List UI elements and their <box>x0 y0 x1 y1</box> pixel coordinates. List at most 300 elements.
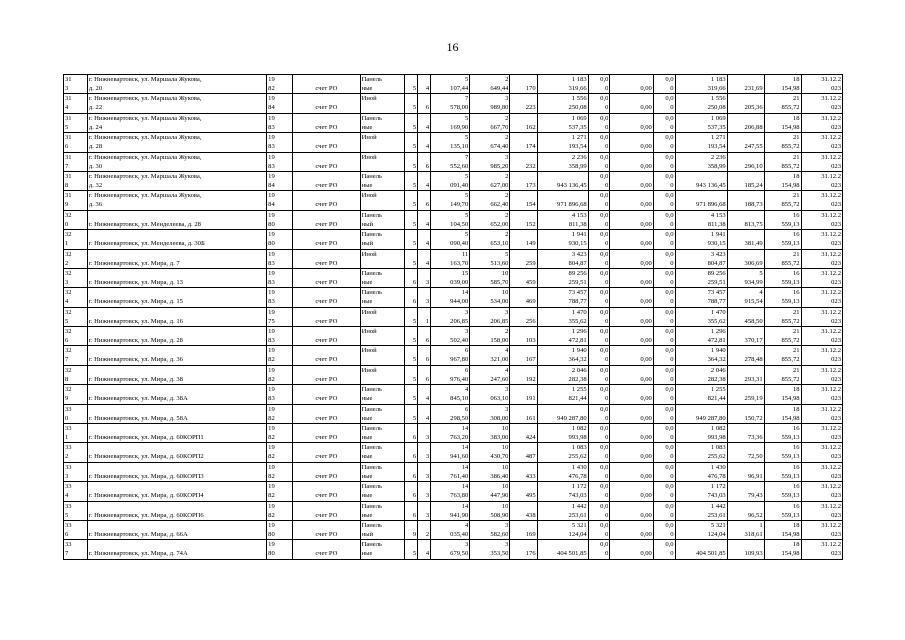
date-cell: 31.12.2 023 <box>801 75 842 94</box>
num-cell: 32 5 <box>64 307 88 326</box>
residents-cell: 223 <box>510 94 537 113</box>
zero2-cell: 0,0 0 <box>653 171 675 190</box>
empty-cost-cell: 0,00 <box>610 501 653 520</box>
total-cell: 943 136,45 <box>675 171 727 190</box>
cost-cell: 73 457 788,77 <box>537 288 588 307</box>
fund-cell: счет РО <box>293 424 360 443</box>
address-cell: г. Нижневартовск, ул. Мира, д. 15 <box>87 288 266 307</box>
living-area-cell: 2 662,40 <box>470 191 510 210</box>
entrances-cell: 3 <box>418 288 431 307</box>
material-cell: Панель ные <box>360 75 405 94</box>
unit-cost-cell: 185,24 <box>727 171 764 190</box>
table-row <box>64 75 843 94</box>
floors-cell: 5 <box>405 404 418 423</box>
residents-cell: 232 <box>510 152 537 171</box>
limit-cell: 16 559,13 <box>764 443 801 462</box>
total-cell: 1 172 743,03 <box>675 482 727 501</box>
address-cell: г. Нижневартовск, ул. Маршала Жукова, д. 22 <box>87 94 266 113</box>
fund-cell: счет РО <box>293 191 360 210</box>
area-cell: 5 104,50 <box>431 210 470 229</box>
floors-cell: 6 <box>405 288 418 307</box>
empty-cost-cell: 0,00 <box>610 385 653 404</box>
cost-cell: 1 442 253,61 <box>537 501 588 520</box>
zero-cell: 0,0 0 <box>588 540 610 559</box>
year-cell: 19 83 <box>267 268 293 287</box>
unit-cost-cell: 370,17 <box>727 327 764 346</box>
entrances-cell: 1 <box>418 307 431 326</box>
limit-cell: 21 855,72 <box>764 152 801 171</box>
material-cell: Панель ные <box>360 404 405 423</box>
year-cell: 19 82 <box>267 75 293 94</box>
zero2-cell: 0,0 0 <box>653 327 675 346</box>
empty-cost-cell: 0,00 <box>610 327 653 346</box>
cost-cell: 1 271 193,54 <box>537 133 588 152</box>
table-row <box>64 191 843 210</box>
zero2-cell: 0,0 0 <box>653 113 675 132</box>
material-cell: Иной <box>360 307 405 326</box>
empty-cost-cell: 0,00 <box>610 404 653 423</box>
num-cell: 32 0 <box>64 210 88 229</box>
table-row <box>64 346 843 365</box>
area-cell: 3 502,40 <box>431 327 470 346</box>
address-cell: г. Нижневартовск, ул. Маршала Жукова, д. 30 <box>87 152 266 171</box>
floors-cell: 5 <box>405 133 418 152</box>
fund-cell: счет РО <box>293 75 360 94</box>
cost-cell: 2 236 358,99 <box>537 152 588 171</box>
year-cell: 19 80 <box>267 540 293 559</box>
living-area-cell: 10 585,70 <box>470 268 510 287</box>
address-cell: г. Нижневартовск, ул. Мира, д. 60КОРП1 <box>87 424 266 443</box>
year-cell: 19 82 <box>267 501 293 520</box>
year-cell: 19 80 <box>267 210 293 229</box>
total-cell: 2 046 282,38 <box>675 365 727 384</box>
num-cell: 32 6 <box>64 327 88 346</box>
fund-cell: счет РО <box>293 327 360 346</box>
floors-cell: 6 <box>405 482 418 501</box>
limit-cell: 21 855,72 <box>764 307 801 326</box>
cost-cell: 2 046 282,38 <box>537 365 588 384</box>
unit-cost-cell: 231,69 <box>727 75 764 94</box>
zero-cell: 0,0 0 <box>588 404 610 423</box>
fund-cell: счет РО <box>293 171 360 190</box>
limit-cell: 18 154,98 <box>764 404 801 423</box>
total-cell: 1 083 255,62 <box>675 443 727 462</box>
material-cell: Панель ный <box>360 210 405 229</box>
area-cell: 6 298,50 <box>431 404 470 423</box>
residents-cell: 149 <box>510 230 537 249</box>
empty-cost-cell: 0,00 <box>610 482 653 501</box>
living-area-cell: 2 653,10 <box>470 230 510 249</box>
total-cell: 971 896,68 <box>675 191 727 210</box>
year-cell: 19 83 <box>267 385 293 404</box>
address-cell: г. Нижневартовск, ул. Маршала Жукова, д. 20 <box>87 75 266 94</box>
address-cell: г. Нижневартовск, ул. Мира, д. 38 <box>87 365 266 384</box>
num-cell: 31 8 <box>64 171 88 190</box>
unit-cost-cell: 150,72 <box>727 404 764 423</box>
living-area-cell: 3 308,00 <box>470 404 510 423</box>
total-cell: 1 271 193,54 <box>675 133 727 152</box>
table-row <box>64 268 843 287</box>
zero2-cell: 0,0 0 <box>653 307 675 326</box>
table-row <box>64 424 843 443</box>
zero-cell: 0,0 0 <box>588 191 610 210</box>
residents-cell: 459 <box>510 268 537 287</box>
zero-cell: 0,0 0 <box>588 133 610 152</box>
entrances-cell: 4 <box>418 113 431 132</box>
entrances-cell: 4 <box>418 385 431 404</box>
empty-cost-cell: 0,00 <box>610 520 653 539</box>
limit-cell: 21 855,72 <box>764 346 801 365</box>
year-cell: 19 83 <box>267 327 293 346</box>
zero-cell: 0,0 0 <box>588 346 610 365</box>
area-cell: 5 169,90 <box>431 113 470 132</box>
address-cell: г. Нижневартовск, ул. Мира, д. 60КОРП3 <box>87 462 266 481</box>
area-cell: 5 091,40 <box>431 171 470 190</box>
living-area-cell: 10 508,90 <box>470 501 510 520</box>
total-cell: 89 256 259,51 <box>675 268 727 287</box>
floors-cell: 6 <box>405 424 418 443</box>
zero2-cell: 0,0 0 <box>653 385 675 404</box>
entrances-cell: 6 <box>418 191 431 210</box>
unit-cost-cell: 247,55 <box>727 133 764 152</box>
total-cell: 1 183 319,66 <box>675 75 727 94</box>
year-cell: 19 84 <box>267 94 293 113</box>
date-cell: 31.12.2 023 <box>801 288 842 307</box>
num-cell: 32 9 <box>64 385 88 404</box>
total-cell: 1 430 476,78 <box>675 462 727 481</box>
living-area-cell: 5 513,60 <box>470 249 510 268</box>
fund-cell: счет РО <box>293 249 360 268</box>
fund-cell: счет РО <box>293 482 360 501</box>
address-cell: г. Нижневартовск, ул. Мира, д. 66А <box>87 520 266 539</box>
total-cell: 1 255 821,44 <box>675 385 727 404</box>
unit-cost-cell: 458,50 <box>727 307 764 326</box>
table-row <box>64 501 843 520</box>
zero2-cell: 0,0 0 <box>653 540 675 559</box>
floors-cell: 5 <box>405 75 418 94</box>
fund-cell: счет РО <box>293 443 360 462</box>
empty-cost-cell: 0,00 <box>610 171 653 190</box>
table-row <box>64 152 843 171</box>
unit-cost-cell: 296,10 <box>727 152 764 171</box>
limit-cell: 18 154,98 <box>764 385 801 404</box>
fund-cell: счет РО <box>293 210 360 229</box>
unit-cost-cell: 381,49 <box>727 230 764 249</box>
entrances-cell: 4 <box>418 210 431 229</box>
date-cell: 31.12.2 023 <box>801 385 842 404</box>
date-cell: 31.12.2 023 <box>801 268 842 287</box>
num-cell: 32 7 <box>64 346 88 365</box>
entrances-cell: 6 <box>418 152 431 171</box>
unit-cost-cell: 205,36 <box>727 94 764 113</box>
num-cell: 33 3 <box>64 462 88 481</box>
fund-cell: счет РО <box>293 462 360 481</box>
unit-cost-cell: 278,48 <box>727 346 764 365</box>
zero-cell: 0,0 0 <box>588 171 610 190</box>
limit-cell: 16 559,13 <box>764 482 801 501</box>
entrances-cell: 2 <box>418 520 431 539</box>
floors-cell: 5 <box>405 230 418 249</box>
table-row <box>64 210 843 229</box>
unit-cost-cell: 259,19 <box>727 385 764 404</box>
material-cell: Иной <box>360 94 405 113</box>
date-cell: 31.12.2 023 <box>801 210 842 229</box>
year-cell: 19 83 <box>267 288 293 307</box>
year-cell: 19 82 <box>267 424 293 443</box>
year-cell: 19 82 <box>267 482 293 501</box>
fund-cell: счет РО <box>293 133 360 152</box>
empty-cost-cell: 0,00 <box>610 462 653 481</box>
table-row <box>64 171 843 190</box>
area-cell: 4 845,10 <box>431 385 470 404</box>
limit-cell: 16 559,13 <box>764 268 801 287</box>
entrances-cell: 4 <box>418 230 431 249</box>
entrances-cell: 4 <box>418 249 431 268</box>
unit-cost-cell: 206,88 <box>727 113 764 132</box>
total-cell: 1 082 993,98 <box>675 424 727 443</box>
material-cell: Иной <box>360 152 405 171</box>
cost-cell: 949 287,80 <box>537 404 588 423</box>
address-cell: г. Нижневартовск, ул. Мира, д. 58А <box>87 404 266 423</box>
limit-cell: 18 154,98 <box>764 540 801 559</box>
cost-cell: 1 470 355,62 <box>537 307 588 326</box>
zero-cell: 0,0 0 <box>588 482 610 501</box>
living-area-cell: 2 649,44 <box>470 75 510 94</box>
date-cell: 31.12.2 023 <box>801 365 842 384</box>
material-cell: Панель ные <box>360 268 405 287</box>
cost-cell: 1 183 319,66 <box>537 75 588 94</box>
num-cell: 31 3 <box>64 75 88 94</box>
year-cell: 19 84 <box>267 191 293 210</box>
date-cell: 31.12.2 023 <box>801 171 842 190</box>
total-cell: 1 442 253,61 <box>675 501 727 520</box>
date-cell: 31.12.2 023 <box>801 307 842 326</box>
table-row <box>64 540 843 559</box>
residents-cell: 191 <box>510 385 537 404</box>
floors-cell: 5 <box>405 171 418 190</box>
table-row <box>64 249 843 268</box>
fund-cell: счет РО <box>293 365 360 384</box>
living-area-cell: 3 989,80 <box>470 94 510 113</box>
total-cell: 1 941 930,15 <box>675 230 727 249</box>
residents-cell: 103 <box>510 327 537 346</box>
residents-cell: 173 <box>510 171 537 190</box>
fund-cell: счет РО <box>293 404 360 423</box>
unit-cost-cell: 79,43 <box>727 482 764 501</box>
floors-cell: 5 <box>405 327 418 346</box>
empty-cost-cell: 0,00 <box>610 113 653 132</box>
table-row <box>64 133 843 152</box>
date-cell: 31.12.2 023 <box>801 152 842 171</box>
living-area-cell: 2 667,70 <box>470 113 510 132</box>
fund-cell: счет РО <box>293 307 360 326</box>
floors-cell: 6 <box>405 462 418 481</box>
cost-cell: 1 430 476,78 <box>537 462 588 481</box>
entrances-cell: 3 <box>418 482 431 501</box>
zero2-cell: 0,0 0 <box>653 152 675 171</box>
floors-cell: 5 <box>405 365 418 384</box>
empty-cost-cell: 0,00 <box>610 75 653 94</box>
material-cell: Панель ный <box>360 230 405 249</box>
material-cell: Иной <box>360 327 405 346</box>
unit-cost-cell: 306,69 <box>727 249 764 268</box>
zero-cell: 0,0 0 <box>588 307 610 326</box>
total-cell: 1 470 355,62 <box>675 307 727 326</box>
date-cell: 31.12.2 023 <box>801 501 842 520</box>
table-row <box>64 462 843 481</box>
date-cell: 31.12.2 023 <box>801 230 842 249</box>
cost-cell: 4 153 811,38 <box>537 210 588 229</box>
total-cell: 1 296 472,81 <box>675 327 727 346</box>
num-cell: 32 8 <box>64 365 88 384</box>
zero-cell: 0,0 0 <box>588 288 610 307</box>
entrances-cell: 4 <box>418 540 431 559</box>
limit-cell: 18 154,98 <box>764 520 801 539</box>
zero2-cell: 0,0 0 <box>653 94 675 113</box>
cost-cell: 1 556 250,08 <box>537 94 588 113</box>
cost-cell: 1 941 930,15 <box>537 230 588 249</box>
cost-cell: 1 172 743,03 <box>537 482 588 501</box>
residents-cell: 169 <box>510 520 537 539</box>
year-cell: 19 82 <box>267 346 293 365</box>
fund-cell: счет РО <box>293 113 360 132</box>
floors-cell: 5 <box>405 346 418 365</box>
zero-cell: 0,0 0 <box>588 443 610 462</box>
table-row <box>64 230 843 249</box>
num-cell: 33 2 <box>64 443 88 462</box>
cost-cell: 89 256 259,51 <box>537 268 588 287</box>
fund-cell: счет РО <box>293 288 360 307</box>
address-cell: г. Нижневартовск, ул. Маршала Жукова, д. 36 <box>87 191 266 210</box>
residents-cell: 424 <box>510 424 537 443</box>
address-cell: г. Нижневартовск, ул. Мира, д. 38А <box>87 385 266 404</box>
empty-cost-cell: 0,00 <box>610 365 653 384</box>
zero2-cell: 0,0 0 <box>653 404 675 423</box>
residents-cell: 487 <box>510 443 537 462</box>
area-cell: 6 976,40 <box>431 365 470 384</box>
residents-cell: 495 <box>510 482 537 501</box>
num-cell: 31 9 <box>64 191 88 210</box>
year-cell: 19 83 <box>267 249 293 268</box>
num-cell: 33 5 <box>64 501 88 520</box>
cost-cell: 1 296 472,81 <box>537 327 588 346</box>
unit-cost-cell: 96,91 <box>727 462 764 481</box>
material-cell: Панель ные <box>360 501 405 520</box>
material-cell: Иной <box>360 346 405 365</box>
fund-cell: счет РО <box>293 230 360 249</box>
cost-cell: 1 255 821,44 <box>537 385 588 404</box>
fund-cell: счет РО <box>293 94 360 113</box>
residents-cell: 162 <box>510 113 537 132</box>
material-cell: Иной <box>360 249 405 268</box>
num-cell: 31 5 <box>64 113 88 132</box>
table-row <box>64 443 843 462</box>
address-cell: г. Нижневартовск, ул. Мира, д. 60КОРП2 <box>87 443 266 462</box>
num-cell: 33 0 <box>64 404 88 423</box>
register-table <box>63 74 843 560</box>
zero2-cell: 0,0 0 <box>653 482 675 501</box>
unit-cost-cell: 813,75 <box>727 210 764 229</box>
material-cell: Панель ные <box>360 482 405 501</box>
year-cell: 19 82 <box>267 404 293 423</box>
material-cell: Иной <box>360 191 405 210</box>
date-cell: 31.12.2 023 <box>801 94 842 113</box>
zero-cell: 0,0 0 <box>588 501 610 520</box>
zero2-cell: 0,0 0 <box>653 288 675 307</box>
num-cell: 31 4 <box>64 94 88 113</box>
unit-cost-cell: 72,50 <box>727 443 764 462</box>
date-cell: 31.12.2 023 <box>801 346 842 365</box>
floors-cell: 5 <box>405 210 418 229</box>
floors-cell: 5 <box>405 249 418 268</box>
total-cell: 4 153 811,38 <box>675 210 727 229</box>
zero2-cell: 0,0 0 <box>653 249 675 268</box>
date-cell: 31.12.2 023 <box>801 462 842 481</box>
limit-cell: 21 855,72 <box>764 327 801 346</box>
unit-cost-cell: 4 915,54 <box>727 288 764 307</box>
empty-cost-cell: 0,00 <box>610 443 653 462</box>
residents-cell: 161 <box>510 404 537 423</box>
floors-cell: 5 <box>405 385 418 404</box>
entrances-cell: 4 <box>418 171 431 190</box>
page-number: 16 <box>446 40 459 54</box>
zero-cell: 0,0 0 <box>588 424 610 443</box>
table-row <box>64 94 843 113</box>
zero-cell: 0,0 0 <box>588 152 610 171</box>
living-area-cell: 10 383,00 <box>470 424 510 443</box>
area-cell: 5 107,44 <box>431 75 470 94</box>
living-area-cell: 3 985,20 <box>470 152 510 171</box>
area-cell: 4 035,40 <box>431 520 470 539</box>
residents-cell: 192 <box>510 365 537 384</box>
zero2-cell: 0,0 0 <box>653 501 675 520</box>
entrances-cell: 6 <box>418 94 431 113</box>
date-cell: 31.12.2 023 <box>801 482 842 501</box>
zero-cell: 0,0 0 <box>588 75 610 94</box>
limit-cell: 18 154,98 <box>764 113 801 132</box>
address-cell: г. Нижневартовск, ул. Мира, д. 60КОРП6 <box>87 501 266 520</box>
material-cell: Иной <box>360 365 405 384</box>
area-cell: 14 944,00 <box>431 288 470 307</box>
address-cell: г. Нижневартовск, ул. Менделеева, д. 30Б <box>87 230 266 249</box>
table-row <box>64 307 843 326</box>
empty-cost-cell: 0,00 <box>610 191 653 210</box>
zero2-cell: 0,0 0 <box>653 346 675 365</box>
area-cell: 6 967,80 <box>431 346 470 365</box>
entrances-cell: 4 <box>418 75 431 94</box>
living-area-cell: 10 386,40 <box>470 462 510 481</box>
limit-cell: 16 559,13 <box>764 462 801 481</box>
empty-cost-cell: 0,00 <box>610 346 653 365</box>
address-cell: г. Нижневартовск, ул. Мира, д. 13 <box>87 268 266 287</box>
empty-cost-cell: 0,00 <box>610 307 653 326</box>
area-cell: 3 206,85 <box>431 307 470 326</box>
date-cell: 31.12.2 023 <box>801 133 842 152</box>
zero-cell: 0,0 0 <box>588 113 610 132</box>
table-row <box>64 385 843 404</box>
empty-cost-cell: 0,00 <box>610 94 653 113</box>
material-cell: Панель ные <box>360 462 405 481</box>
material-cell: Иной <box>360 133 405 152</box>
zero-cell: 0,0 0 <box>588 230 610 249</box>
date-cell: 31.12.2 023 <box>801 424 842 443</box>
entrances-cell: 4 <box>418 404 431 423</box>
fund-cell: счет РО <box>293 520 360 539</box>
empty-cost-cell: 0,00 <box>610 133 653 152</box>
entrances-cell: 6 <box>418 365 431 384</box>
limit-cell: 16 559,13 <box>764 288 801 307</box>
year-cell: 19 83 <box>267 113 293 132</box>
